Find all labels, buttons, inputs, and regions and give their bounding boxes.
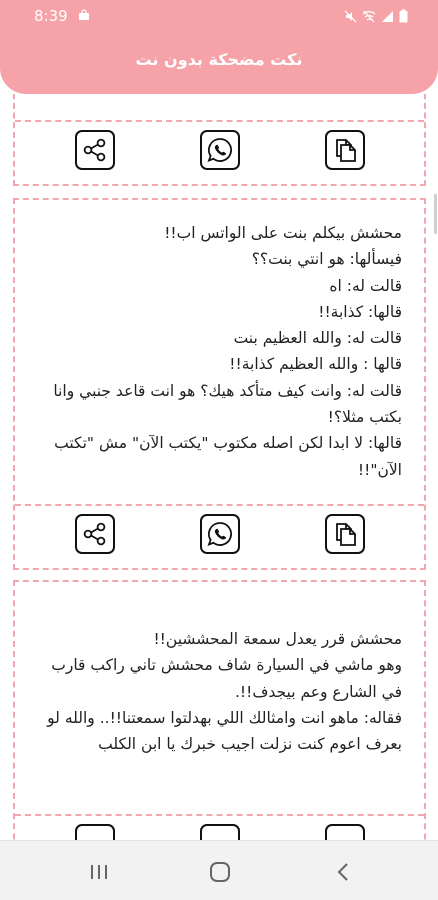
joke-card bbox=[13, 198, 426, 570]
joke-line: قالت له: والله العظيم بنت bbox=[233, 329, 402, 348]
wifi-off-icon bbox=[362, 10, 376, 23]
status-bar bbox=[0, 0, 438, 32]
share-icon bbox=[82, 137, 108, 163]
status-icons bbox=[344, 9, 408, 23]
mute-icon bbox=[344, 10, 357, 23]
joke-line: فقاله: ماهو انت وامثالك اللي بهدلتوا سمعتنا!!.. والله لو بعرف اعوم كنت نزلت اجيب خبرك يا ابن الكلب bbox=[47, 708, 402, 754]
back-icon bbox=[336, 862, 350, 882]
share-icon bbox=[82, 521, 108, 547]
card-actions bbox=[15, 504, 424, 566]
card-actions bbox=[15, 120, 424, 182]
system-nav-bar bbox=[0, 840, 438, 900]
app-header bbox=[0, 0, 438, 94]
jokes-feed[interactable] bbox=[0, 94, 438, 840]
back-button[interactable] bbox=[328, 857, 358, 887]
joke-line: محشش بيكلم بنت على الواتس اب!! bbox=[164, 224, 402, 242]
copy-button[interactable] bbox=[325, 514, 365, 554]
joke-line: قالت له: وانت كيف متأكد هيك؟ هو انت قاعد جنبي وانا بكتب مثلا؟! bbox=[53, 381, 402, 427]
share-button[interactable] bbox=[75, 130, 115, 170]
joke-line: قالها : والله العظيم كذابة!! bbox=[229, 355, 402, 374]
share-button[interactable] bbox=[75, 514, 115, 554]
home-icon bbox=[209, 861, 231, 883]
joke-card bbox=[13, 94, 426, 186]
status-time: 8:39 bbox=[34, 7, 68, 25]
joke-line: فيسألها: هو انتي بنت؟؟ bbox=[251, 250, 402, 269]
whatsapp-button[interactable] bbox=[200, 514, 240, 554]
scrollbar-thumb[interactable] bbox=[434, 194, 437, 234]
joke-line: قالت له: اه bbox=[329, 276, 402, 295]
whatsapp-button[interactable] bbox=[200, 824, 240, 840]
page-title: نكت مضحكة بدون نت bbox=[135, 50, 303, 69]
copy-button[interactable] bbox=[325, 824, 365, 840]
joke-card bbox=[13, 580, 426, 840]
whatsapp-icon bbox=[206, 136, 234, 164]
share-button[interactable] bbox=[75, 824, 115, 840]
joke-line: محشش قرر يعدل سمعة المحششين!! bbox=[153, 630, 402, 648]
joke-text bbox=[15, 200, 424, 483]
whatsapp-button[interactable] bbox=[200, 130, 240, 170]
recent-apps-button[interactable] bbox=[84, 857, 114, 887]
joke-text bbox=[15, 582, 424, 757]
whatsapp-icon bbox=[206, 520, 234, 548]
signal-icon bbox=[381, 10, 394, 23]
joke-line: قالها: لا ابدا لكن اصله مكتوب "يكتب الآن" مش "تكتب الآن"!! bbox=[54, 434, 402, 479]
joke-line: وهو ماشي في السيارة شاف محشش تاني راكب قارب في الشارع وعم بيجدف!!. bbox=[51, 656, 402, 701]
home-button[interactable] bbox=[205, 857, 235, 887]
scrollbar[interactable] bbox=[432, 94, 438, 840]
copy-icon bbox=[333, 521, 357, 547]
battery-icon bbox=[399, 9, 408, 23]
shopping-bag-icon bbox=[78, 9, 90, 21]
recent-apps-icon bbox=[89, 863, 109, 881]
copy-icon bbox=[333, 137, 357, 163]
card-actions bbox=[15, 814, 424, 840]
copy-button[interactable] bbox=[325, 130, 365, 170]
joke-line: قالها: كذابة!! bbox=[318, 302, 402, 321]
